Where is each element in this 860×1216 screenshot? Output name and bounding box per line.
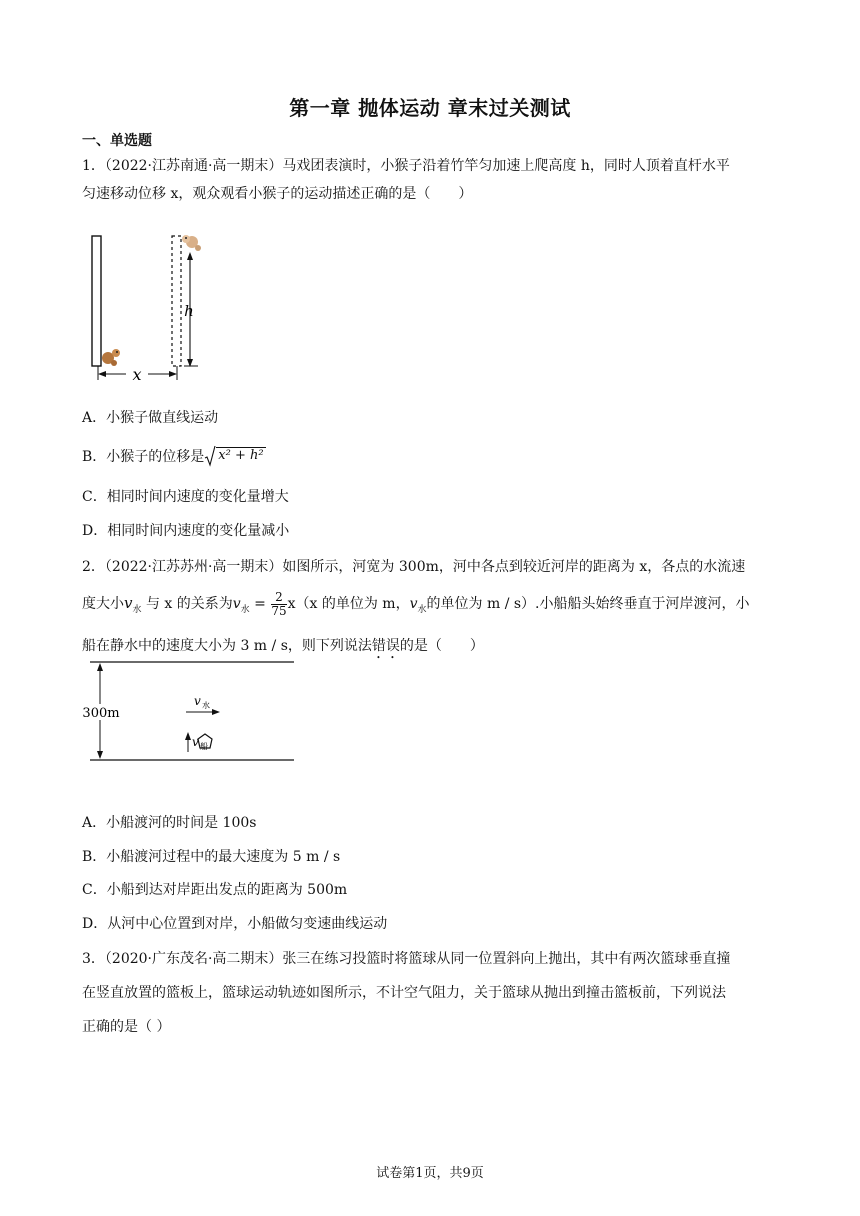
question-1-line-2: 匀速移动位移 x，观众观看小猴子的运动描述正确的是（ ） <box>82 186 473 202</box>
section-heading: 一、单选题 <box>82 133 152 149</box>
question-1-option-b <box>82 445 266 467</box>
label-300m: 300m <box>82 706 120 721</box>
fraction: $\frac{2}{75}$ <box>271 589 287 618</box>
question-2-line-1: 2．（2022·江苏苏州·高一期末）如图所示，河宽为 300m，河中各点到较近河岸的距离为 x，各点的水流速 <box>82 559 746 575</box>
question-3-line-3: 正确的是（ ） <box>82 1019 171 1035</box>
label-x: x <box>132 365 142 384</box>
question-1-text <box>82 152 782 208</box>
sqrt-formula <box>204 445 265 467</box>
emphasis-text: 错误 <box>371 637 400 654</box>
question-2-text <box>82 549 792 664</box>
option-b-prefix: B．小猴子的位移是 <box>82 449 205 465</box>
monkey-bottom-icon <box>102 349 120 366</box>
question-2-option-d: D．从河中心位置到对岸，小船做匀变速曲线运动 <box>82 916 388 932</box>
question-1-option-c: C．相同时间内速度的变化量增大 <box>82 489 289 505</box>
question-2-line-2: 度大小$v_水$ 与 x 的关系为$v_水$ = $\frac{2}{75}$ x（x 的单位为 m，$v_水$的单位为 m / s）.小船船头始终垂直于河岸渡河，小 <box>82 589 750 618</box>
question-1-option-d: D．相同时间内速度的变化量减小 <box>82 523 290 539</box>
page-title: 第一章 抛体运动 章末过关测试 <box>289 96 571 120</box>
question-2-option-b: B．小船渡河过程中的最大速度为 5 m / s <box>82 849 341 865</box>
question-2-option-c: C．小船到达对岸距出发点的距离为 500m <box>82 882 348 898</box>
svg-text:船: 船 <box>200 742 208 751</box>
svg-text:水: 水 <box>202 701 210 710</box>
monkey-top-icon <box>182 235 201 251</box>
label-h: h <box>184 302 194 320</box>
question-2-option-a: A．小船渡河的时间是 100s <box>82 815 257 831</box>
pole-solid <box>92 236 101 366</box>
question-3-line-2: 在竖直放置的篮板上，篮球运动轨迹如图所示，不计空气阻力，关于篮球从抛出到撞击篮板前，下列说法 <box>82 985 726 1001</box>
question-1-line-1: 1．（2022·江苏南通·高一期末）马戏团表演时，小猴子沿着竹竿匀加速上爬高度 h，同时人顶着直杆水平 <box>82 158 730 174</box>
sqrt-body: x² + h² <box>218 448 264 463</box>
river-figure <box>82 656 302 768</box>
question-2-line-3: 船在静水中的速度大小为 3 m / s，则下列说法错误的是（ ） <box>82 637 484 654</box>
sqrt-icon <box>204 445 216 467</box>
question-3-text <box>82 942 792 1044</box>
monkey-pole-figure <box>86 230 216 385</box>
label-v-boat: v <box>192 735 199 749</box>
question-3-line-1: 3．（2020·广东茂名·高二期末）张三在练习投篮时将篮球从同一位置斜向上抛出，其中有两次篮球垂直撞 <box>82 951 731 967</box>
page-footer: 试卷第1页，共9页 <box>376 1166 484 1181</box>
label-v-water: v <box>194 694 201 708</box>
pole-dashed <box>172 236 181 366</box>
question-1-option-a: A．小猴子做直线运动 <box>82 410 219 426</box>
